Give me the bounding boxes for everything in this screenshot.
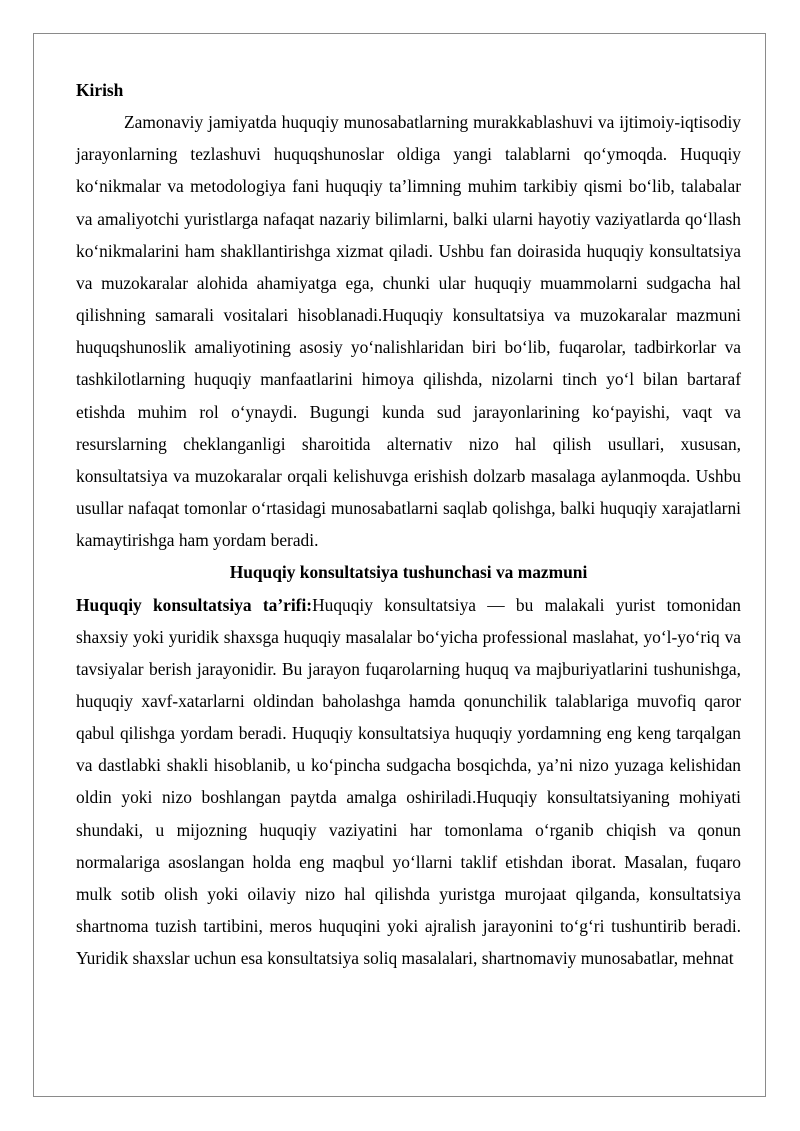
intro-heading: Kirish bbox=[76, 80, 124, 100]
section-title: Huquqiy konsultatsiya tushunchasi va mazmuni bbox=[229, 562, 588, 583]
intro-paragraph: Zamonaviy jamiyatda huquqiy munosabatlarning murakkablashuvi va ijtimoiy-iqtisodiy jarayonlarning tezlashuvi huquqshunoslar oldiga yangi talablarni qo‘ymoqda. Huquqiy ko‘nikmalar va metodologiya fani huquqiy ta’limning muhim tarkibiy qismi bo‘lib, talabalar va amaliyotchi yuristlarga nafaqat nazariy bilimlarni, balki ularni hayotiy vaziyatlarda qo‘llash ko‘nikmalarini ham shakllantirishga xizmat qiladi. Ushbu fan doirasida huquqiy konsultatsiya va muzokaralar alohida ahamiyatga ega, chunki ular huquqiy muammolarni sudgacha hal qilishning samarali vositalari hisoblanadi.Huquqiy konsultatsiya va muzokaralar mazmuni huquqshunoslik amaliyotining asosiy yo‘nalishlaridan biri bo‘lib, fuqarolar, tadbirkorlar va tashkilotlarning huquqiy manfaatlarini himoya qilishda, nizolarni tinch yo‘l bilan bartaraf etishda muhim rol o‘ynaydi. Bugungi kunda sud jarayonlarining ko‘payishi, vaqt va resurslarning cheklanganligi sharoitida alternativ nizo hal qilish usullari, xususan, konsultatsiya va muzokaralar orqali kelishuvga erishish dolzarb masalaga aylanmoqda. Ushbu usullar nafaqat tomonlar o‘rtasidagi munosabatlarni saqlab qolishga, balki huquqiy xarajatlarni kamaytirishga ham yordam beradi. bbox=[76, 112, 741, 551]
document-body bbox=[76, 74, 741, 974]
definition-term: Huquqiy konsultatsiya ta’rifi: bbox=[76, 594, 313, 615]
definition-paragraph bbox=[76, 589, 741, 975]
definition-text: Huquqiy konsultatsiya — bu malakali yurist tomonidan shaxsiy yoki yuridik shaxsga huquqiy masalalar bo‘yicha professional maslahat, yo‘l-yo‘riq va tavsiyalar berish jarayonidir. Bu jarayon fuqarolarning huquq va majburiyatlarini tushunishga, huquqiy xavf-xatarlarni oldindan baholashga hamda qonunchilik talablariga muvofiq qaror qabul qilishga yordam beradi. Huquqiy konsultatsiya huquqiy yordamning eng keng tarqalgan va dastlabki shakli hisoblanib, u ko‘pincha sudgacha bosqichda, ya’ni nizo yuzaga kelishidan oldin yoki nizo boshlangan paytda amalga oshiriladi.Huquqiy konsultatsiyaning mohiyati shundaki, u mijozning huquqiy vaziyatini har tomonlama o‘rganib chiqish va qonun normalariga asoslangan holda eng maqbul yo‘llarni taklif etishdan iborat. Masalan, fuqaro mulk sotib olish yoki oilaviy nizo hal qilishda yuristga murojaat qilganda, konsultatsiya shartnoma tuzish tartibini, meros huquqini yoki ajralish jarayonini to‘g‘ri tushuntirib beradi. Yuridik shaxslar uchun esa konsultatsiya soliq masalalari, shartnomaviy munosabatlar, mehnat bbox=[76, 594, 741, 969]
